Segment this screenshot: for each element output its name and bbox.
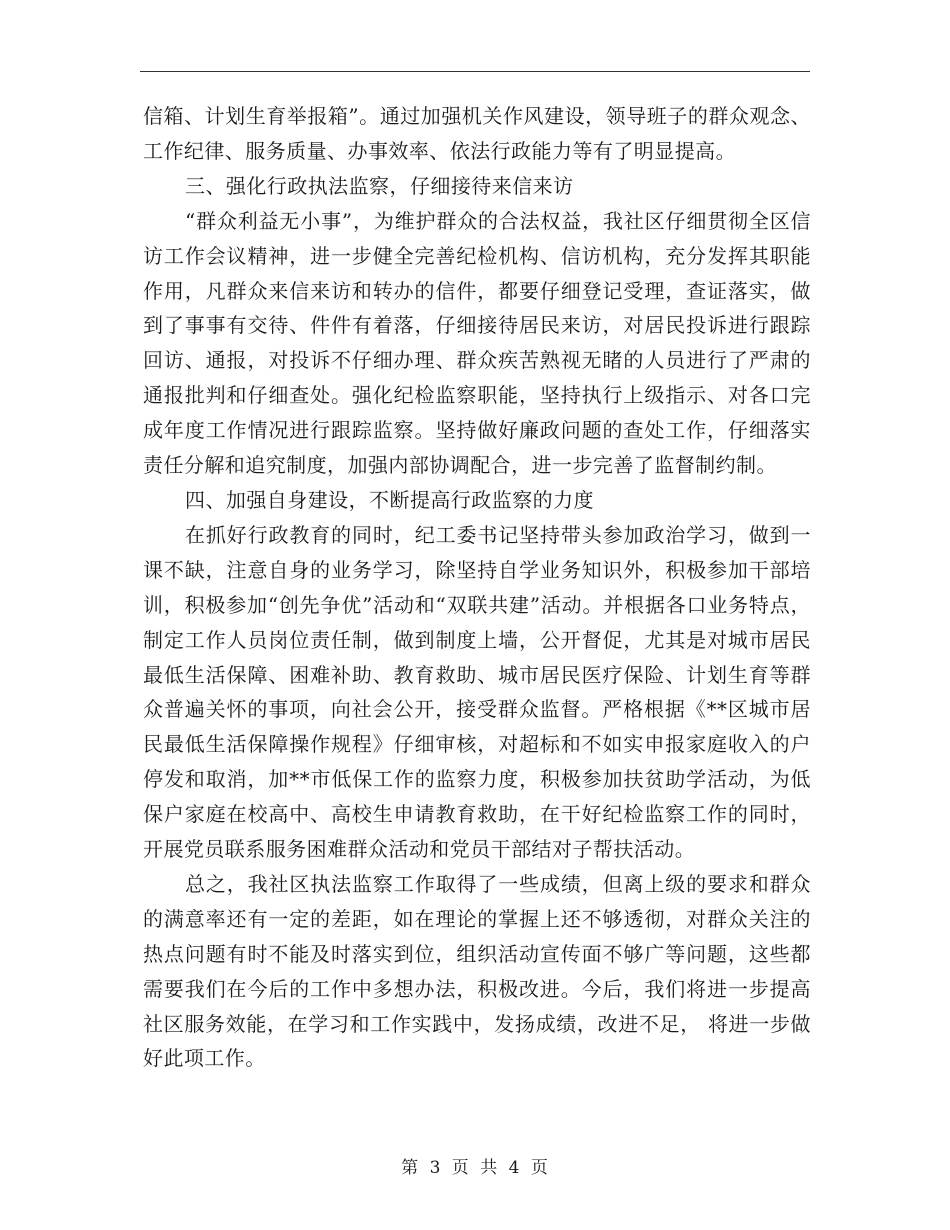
section-heading-4: 四、加强自身建设，不断提高行政监察的力度	[185, 487, 594, 512]
document-body	[143, 99, 811, 1076]
paragraph-summary: 总之，我社区执法监察工作取得了一些成绩，但离上级的要求和群众的满意率还有一定的差距，如在理论的掌握上还不够透彻，对群众关注的热点问题有时不能及时落实到位，组织活动宣传面不够广等问题，这些都需要我们在今后的工作中多想办法，积极改进。今后，我们将进一步提高社区服务效能，在学习和工作实践中，发扬成绩，改进不足， 将进一步做好此项工作。	[143, 871, 811, 1071]
paragraph-continuation: 信箱、计划生育举报箱”。通过加强机关作风建设，领导班子的群众观念、工作纪律、服务质量、办事效率、依法行政能力等有了明显提高。	[143, 104, 811, 163]
section-heading-3: 三、强化行政执法监察，仔细接待来信来访	[185, 173, 574, 198]
page-number-footer: 第 3 页 共 4 页	[401, 1158, 549, 1178]
paragraph-section-3: “群众利益无小事”，为维护群众的合法权益，我社区仔细贯彻全区信访工作会议精神，进一步健全完善纪检机构、信访机构，充分发挥其职能作用，凡群众来信来访和转办的信件，都要仔细登记受理，查证落实，做到了事事有交待、件件有着落，仔细接待居民来访，对居民投诉进行跟踪回访、通报，对投诉不仔细办理、群众疾苦熟视无睹的人员进行了严肃的通报批判和仔细查处。强化纪检监察职能，坚持执行上级指示、对各口完成年度工作情况进行跟踪监察。坚持做好廉政问题的查处工作，仔细落实责任分解和追究制度，加强内部协调配合，进一步完善了监督制约制。	[143, 208, 811, 478]
paragraph-section-4: 在抓好行政教育的同时，纪工委书记坚持带头参加政治学习，做到一课不缺，注意自身的业务学习，除坚持自学业务知识外，积极参加干部培训，积极参加“创先争优”活动和“双联共建”活动。并根据各口业务特点，制定工作人员岗位责任制，做到制度上墙，公开督促，尤其是对城市居民最低生活保障、困难补助、教育救助、城市居民医疗保险、计划生育等群众普遍关怀的事项，向社会公开，接受群众监督。严格根据《**区城市居民最低生活保障操作规程》仔细审核，对超标和不如实申报家庭收入的户停发和取消，加**市低保工作的监察力度，积极参加扶贫助学活动，为低保户家庭在校高中、高校生申请教育救助，在干好纪检监察工作的同时，开展党员联系服务困难群众活动和党员干部结对子帮扶活动。	[143, 522, 811, 862]
header-rule	[140, 71, 810, 72]
